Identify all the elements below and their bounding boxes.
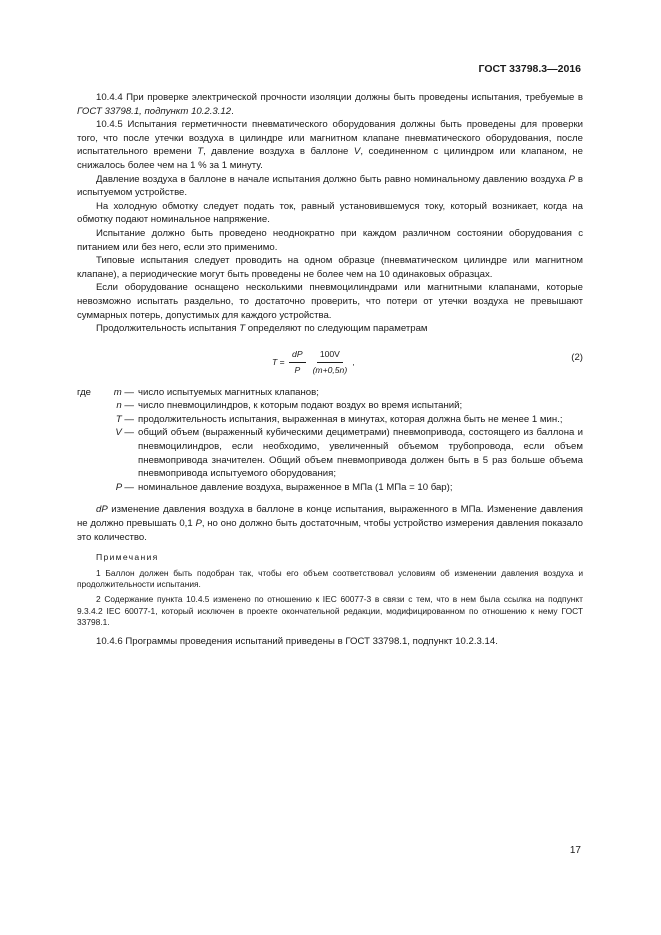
definition-item — [109, 413, 583, 427]
pressure-change-text: изменение давления воздуха в баллоне в конце испытания, выраженного в МПа. Изменение давления не должно превышать 0,1 — [77, 504, 583, 530]
initial-pressure-text-2: в испытуемом устройстве. — [77, 173, 583, 199]
symbol-V: V — [353, 146, 361, 158]
clause-10-4-5-text-3: , соединенном с цилиндром или клапаном, не снижалось более чем на 1 % за 1 минуту. — [77, 146, 583, 171]
initial-pressure-text: Давление воздуха в баллоне в начале испытания должно быть равно номинальному давлению воздуха — [96, 173, 569, 185]
symbol-dP: dP — [96, 504, 108, 516]
paragraph-test-duration — [77, 322, 583, 336]
clause-10-4-5-text-2: , давление воздуха в баллоне — [203, 146, 354, 158]
paragraph-repeat-test: Испытание должно быть проведено неоднократно при каждом различном состоянии оборудования с питанием или без него, если это применимо. — [77, 227, 583, 253]
fraction-numerator: 100V — [317, 348, 343, 364]
test-duration-text: Продолжительность испытания — [96, 323, 240, 335]
note-1: 1 Баллон должен быть подобран так, чтобы его объем соответствовал условиям об изменении давления воздуха и продолжительности испытания. — [77, 567, 583, 590]
formula-number: (2) — [571, 351, 583, 363]
symbol-P: P — [195, 518, 202, 530]
definition-text: номинальное давление воздуха, выраженное в МПа (1 МПа = 10 бар); — [138, 481, 453, 493]
definition-item — [109, 481, 583, 495]
fraction-denominator: (m+0,5n) — [312, 365, 348, 376]
document-body — [77, 91, 583, 648]
definition-item — [109, 426, 583, 480]
fraction-numerator: dP — [289, 348, 306, 364]
definition-symbol: m — — [113, 386, 134, 398]
symbol-T: T — [197, 146, 204, 158]
definition-text: число пневмоцилиндров, к которым подают воздух во время испытаний; — [138, 400, 463, 412]
definition-item — [109, 399, 583, 413]
notes-heading: Примечания — [96, 552, 159, 563]
definition-text: продолжительность испытания, выраженная в минутах, которая должна быть не менее 1 мин.; — [138, 413, 563, 425]
paragraph-multiple-devices: Если оборудование оснащено несколькими пневмоцилиндрами или магнитными клапанами, которые невозможно испытать раздельно, то достаточно проверить, что потери от утечки воздуха не превышают суммарных потерь, допустимых для каждого устройства. — [77, 282, 583, 321]
paragraph-cold-winding: На холодную обмотку следует подать ток, равный установившемуся току, который возникает, когда на обмотку подают номинальное напряжение. — [77, 200, 583, 226]
clause-10-4-5 — [77, 118, 583, 172]
symbol-P: P — [568, 173, 575, 185]
page-number: 17 — [569, 845, 581, 856]
standard-designation: ГОСТ 33798.3—2016 — [478, 63, 581, 75]
formula-comma: , — [352, 356, 355, 367]
variable-definitions — [77, 386, 583, 495]
symbol-T: T — [239, 323, 246, 335]
clause-10-4-4 — [77, 91, 583, 118]
paragraph-type-tests: Типовые испытания следует проводить на одном образце (пневматическом цилиндре или магнитном клапане), а периодические могут быть проведены не более чем на 10 одинаковых образцах. — [77, 255, 583, 280]
formula-lhs: T — [272, 356, 278, 367]
fraction-volume-term — [310, 348, 351, 378]
fraction-denominator: P — [294, 365, 301, 376]
clause-10-4-6: 10.4.6 Программы проведения испытаний приведены в ГОСТ 33798.1, подпункт 10.2.3.14. — [96, 635, 498, 647]
definition-symbol: P — — [115, 481, 134, 493]
test-duration-text-2: определяют по следующим параметрам — [245, 323, 428, 335]
definition-item — [109, 386, 583, 400]
formula-expression — [272, 348, 355, 378]
note-2: 2 Содержание пункта 10.4.5 изменено по отношению к IEC 60077-3 в связи с тем, что в нем была ссылка на подпункт 9.3.4.2 IEC 60077-1, который исключен в проекте окончательной редакции, модифицированном по отношению к нему ГОСТ 33798.1. — [77, 594, 583, 628]
clause-10-4-4-text: 10.4.4 При проверке электрической прочности изоляции должны быть проведены испытания, требуемые в — [96, 92, 583, 103]
definition-symbol: T — — [115, 413, 134, 425]
definition-text: общий объем (выраженный кубическими дециметрами) пневмопривода, состоящего из баллона и пневмоцилиндров, если необходимо, увеличенный объемом трубопровода, если объем пневмопривода значителен. Общий объем пневмопривода должен быть в 5 раз больше объема пневмопривода испытуемого оборудования; — [138, 427, 583, 480]
fraction-dp-over-p — [289, 348, 306, 378]
clause-10-4-5-text: 10.4.5 Испытания герметичности пневматического оборудования должны быть проведены для проверки того, что после утечки воздуха в цилиндре или магнитном клапане пневматического оборудования, после испытательного времени — [77, 119, 583, 158]
paragraph-pressure-change — [77, 503, 583, 544]
pressure-change-text-2: , но оно должно быть достаточным, чтобы устройство измерения давления показало это количество. — [77, 518, 583, 543]
definition-text: число испытуемых магнитных клапанов; — [138, 386, 319, 398]
paragraph-initial-pressure — [77, 173, 583, 200]
formula-2 — [77, 344, 583, 382]
definition-list — [109, 386, 583, 495]
where-label: где — [77, 386, 92, 398]
clause-10-4-4-end: . — [231, 105, 234, 117]
clause-10-4-4-reference: ГОСТ 33798.1, подпункт 10.2.3.12 — [77, 105, 232, 117]
formula-equals: = — [277, 356, 288, 367]
definition-symbol: V — — [115, 427, 134, 439]
definition-symbol: n — — [116, 400, 134, 412]
